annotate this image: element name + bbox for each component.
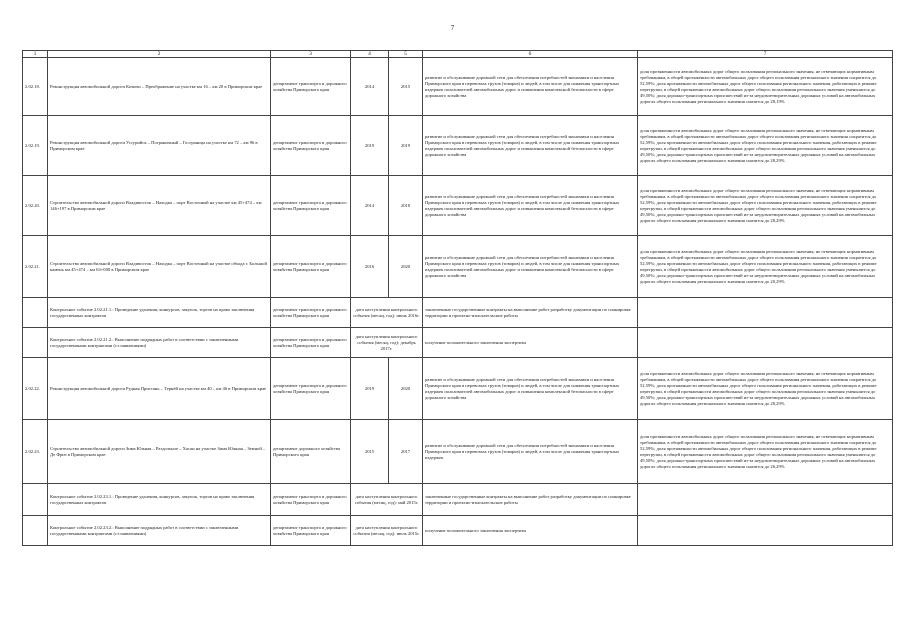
page-number: 7	[450, 24, 455, 32]
executor: департамент транспорта и дорожного хозяйства Приморского края	[271, 358, 351, 420]
executor: департамент транспорта и дорожного хозяйства Приморского края	[271, 236, 351, 298]
indicator-link: доля протяженности автомобильных дорог общего пользования регионального значения, не отвечающих нормативным требованиям, в общей протяженности автомобильных дорог общего пользования регионального значения сократится до 52,59%; доля протяженности автомобильных дорог общего пользования регионального значения, работающих в режиме перегрузки, в общей протяженности автомобильных дорог общего пользования регионального значения уменьшится до 49,50%; доля дорожно-транспортных происшествий из-за неудовлетворительных дорожных условий на автомобильных дорогах общего пользования регионального значения снизится до 28,19%	[638, 58, 893, 116]
measure-name: Реконструкция автомобильной дороги Уссурийск – Пограничный – Госграница на участке км 72 – км 96 в Приморском крае	[48, 116, 271, 176]
end-year: 2020	[389, 358, 423, 420]
expected-result: получение положительного заключения экспертизы	[423, 328, 638, 358]
header-cell: 4	[351, 51, 389, 58]
expected-result: развитие и обслуживание дорожной сети для обеспечения потребностей экономики и населения Приморского края в перевозках грузов (товаров) и людей, в том числе для снижения транспортных издержек пользователей автомобильных дорог и повышения комплексной безопасности в сфере дорожного хозяйства	[423, 358, 638, 420]
header-cell: 2	[48, 51, 271, 58]
expected-result: получение положительного заключения экспертизы	[423, 516, 638, 546]
indicator-link	[638, 298, 893, 328]
control-event-row	[23, 484, 893, 516]
end-year: 2020	[389, 236, 423, 298]
executor: департамент транспорта и дорожного хозяйства Приморского края	[271, 176, 351, 236]
expected-result: заключенные государственные контракты на выполнение работ разработку документации по планировке территории и проектно-изыскательские работы	[423, 484, 638, 516]
event-date: дата наступления контрольного события (месяц, год): июнь 2016г.	[351, 298, 423, 328]
control-event-row	[23, 328, 893, 358]
control-event-row	[23, 298, 893, 328]
row-number: 2.02.18.	[23, 58, 48, 116]
executor: департамент дорожного хозяйства Приморского края	[271, 420, 351, 484]
end-year: 2017	[389, 420, 423, 484]
table-row	[23, 236, 893, 298]
header-row	[23, 51, 893, 58]
expected-result: развитие и обслуживание дорожной сети для обеспечения потребностей экономики и населения Приморского края в перевозках грузов (товаров) и людей, в том числе для снижения транспортных издержек пользователей автомобильных дорог и повышения комплексной безопасности в сфере дорожного хозяйства	[423, 176, 638, 236]
measure-name: Контрольное событие 2.02.21.2.: Выполнение подрядных работ в соответствии с заключенными государственными контрактами (ст.заявлениями)	[48, 328, 271, 358]
end-year: 2018	[389, 176, 423, 236]
event-date: дата наступления контрольного события (месяц, год): декабрь 2017г.	[351, 328, 423, 358]
measure-name: Строительство автомобильной дороги Владивосток – Находка – порт Восточный на участке обхода г. Большой камень км 45+474 – км 63+000 в Приморском крае	[48, 236, 271, 298]
header-cell: 7	[638, 51, 893, 58]
indicator-link	[638, 516, 893, 546]
row-number: 2.02.22.	[23, 358, 48, 420]
expected-result: развитие и обслуживание дорожной сети для обеспечения потребностей экономики и населения Приморского края в перевозках грузов (товаров) и людей, в том числе для снижения транспортных издержек	[423, 420, 638, 484]
measure-name: Контрольное событие 2.02.23.2.: Выполнение подрядных работ в соответствии с заключенными государственными контрактами (ст.заявлениями)	[48, 516, 271, 546]
indicator-link: доля протяженности автомобильных дорог общего пользования регионального значения, не отвечающих нормативным требованиям, в общей протяженности автомобильных дорог общего пользования регионального значения сократится до 52,59%; доля протяженности автомобильных дорог общего пользования регионального значения, работающих в режиме перегрузки, в общей протяженности автомобильных дорог общего пользования регионального значения уменьшится до 49,50%; доля дорожно-транспортных происшествий из-за неудовлетворительных дорожных условий на автомобильных дорогах общего пользования регионального значения снизится до 28,29%	[638, 116, 893, 176]
expected-result: развитие и обслуживание дорожной сети для обеспечения потребностей экономики и населения Приморского края в перевозках грузов (товаров) и людей, в том числе для снижения транспортных издержек пользователей автомобильных дорог и повышения комплексной безопасности в сфере дорожного хозяйства	[423, 116, 638, 176]
measure-name: Строительство автомобильной дороги Владивосток – Находка – порт Восточный на участке км 45+474 – км 146+197 в Приморском крае	[48, 176, 271, 236]
header-cell: 6	[423, 51, 638, 58]
row-number	[23, 516, 48, 546]
end-year: 2019	[389, 116, 423, 176]
row-number	[23, 298, 48, 328]
expected-result: заключенные государственные контракты на выполнение работ разработку документации по планировке территории и проектно-изыскательские работы	[423, 298, 638, 328]
row-number: 2.02.20.	[23, 176, 48, 236]
control-event-row	[23, 516, 893, 546]
row-number: 2.02.19.	[23, 116, 48, 176]
table-row	[23, 358, 893, 420]
measure-name: Контрольное событие 2.02.21.1.: Проведение удаления, конкурсов, закупок, торгов на право заключения государственных контрактов	[48, 298, 271, 328]
program-table	[22, 50, 893, 546]
event-date: дата наступления контрольного события (месяц, год): май 2015г.	[351, 484, 423, 516]
measure-name: Реконструкция автомобильной дороги Рудная Пристань – Тернёй на участке км 40 – км 46 в Приморском крае	[48, 358, 271, 420]
indicator-link	[638, 328, 893, 358]
header-cell: 5	[389, 51, 423, 58]
row-number	[23, 328, 48, 358]
start-year: 2019	[351, 116, 389, 176]
row-number: 2.02.21.	[23, 236, 48, 298]
table-row	[23, 58, 893, 116]
executor: департамент транспорта и дорожного хозяйства Приморского края	[271, 116, 351, 176]
start-year: 2019	[351, 358, 389, 420]
table-row	[23, 420, 893, 484]
indicator-link	[638, 484, 893, 516]
executor: департамент транспорта и дорожного хозяйства Приморского края	[271, 58, 351, 116]
executor: департамент транспорта и дорожного хозяйства Приморского края	[271, 298, 351, 328]
measure-name: Реконструкция автомобильной дороги Кипово – Преображение на участке км 16 – км 20 в Приморском крае	[48, 58, 271, 116]
table-body	[23, 51, 893, 546]
start-year: 2016	[351, 236, 389, 298]
executor: департамент транспорта и дорожного хозяйства Приморского края	[271, 484, 351, 516]
measure-name: Контрольное событие 2.02.23.1.: Проведение удаления, конкурсов, закупок, торгов на право заключения государственных контрактов	[48, 484, 271, 516]
table-row	[23, 116, 893, 176]
executor: департамент транспорта и дорожного хозяйства Приморского края	[271, 328, 351, 358]
table-row	[23, 176, 893, 236]
executor: департамент транспорта и дорожного хозяйства Приморского края	[271, 516, 351, 546]
start-year: 2014	[351, 176, 389, 236]
indicator-link: доля протяженности автомобильных дорог общего пользования регионального значения, не отвечающих нормативным требованиям, в общей протяженности автомобильных дорог общего пользования регионального значения сократится до 52,59%; доля протяженности автомобильных дорог общего пользования регионального значения, работающих в режиме перегрузки, в общей протяженности автомобильных дорог общего пользования регионального значения уменьшится до 49,50%; доля дорожно-транспортных происшествий из-за неудовлетворительных дорожных условий на автомобильных дорогах общего пользования регионального значения снизится до 20,29%	[638, 236, 893, 298]
indicator-link: доля протяженности автомобильных дорог общего пользования регионального значения, не отвечающих нормативным требованиям, в общей протяженности автомобильных дорог общего пользования регионального значения сократится до 52,59%; доля протяженности автомобильных дорог общего пользования регионального значения, работающих в режиме перегрузки, в общей протяженности автомобильных дорог общего пользования регионального значения уменьшится до 49,50%; доля дорожно-транспортных происшествий из-за неудовлетворительных дорожных условий на автомобильных дорогах общего пользования регионального значения снизится до 26,29%	[638, 420, 893, 484]
row-number	[23, 484, 48, 516]
row-number: 2.02.23.	[23, 420, 48, 484]
start-year: 2015	[351, 420, 389, 484]
measure-name: Строительство автомобильной дороги Зима Южная – Раздольное – Хасан на участке Зима Южная – Земной – Де Фриз в Приморском крае	[48, 420, 271, 484]
indicator-link: доля протяженности автомобильных дорог общего пользования регионального значения, не отвечающих нормативным требованиям, в общей протяженности автомобильных дорог общего пользования регионального значения сократится до 52,59%; доля протяженности автомобильных дорог общего пользования регионального значения, работающих в режиме перегрузки, в общей протяженности автомобильных дорог общего пользования регионального значения уменьшится до 49,50%; доля дорожно-транспортных происшествий из-за неудовлетворительных дорожных условий на автомобильных дорогах общего пользования регионального значения снизится до 28,29%	[638, 358, 893, 420]
indicator-link: доля протяженности автомобильных дорог общего пользования регионального значения, не отвечающих нормативным требованиям, в общей протяженности автомобильных дорог общего пользования регионального значения сократится до 52,59%; доля протяженности автомобильных дорог общего пользования регионального значения, работающих в режиме перегрузки, в общей протяженности автомобильных дорог общего пользования регионального значения уменьшится до 49,50%; доля дорожно-транспортных происшествий из-за неудовлетворительных дорожных условий на автомобильных дорогах общего пользования регионального значения снизится до 28,29%	[638, 176, 893, 236]
end-year: 2015	[389, 58, 423, 116]
header-cell: 3	[271, 51, 351, 58]
event-date: дата наступления контрольного события (месяц, год): июль 2015г.	[351, 516, 423, 546]
expected-result: развитие и обслуживание дорожной сети для обеспечения потребностей экономики и населения Приморского края в перевозках грузов (товаров) и людей, в том числе для снижения транспортных издержек пользователей автомобильных дорог и повышения комплексной безопасности в сфере дорожного хозяйства	[423, 58, 638, 116]
start-year: 2014	[351, 58, 389, 116]
expected-result: развитие и обслуживание дорожной сети для обеспечения потребностей экономики и населения Приморского края в перевозках грузов (товаров) и людей, в том числе для снижения транспортных издержек пользователей автомобильных дорог и повышения комплексной безопасности в сфере дорожного хозяйства	[423, 236, 638, 298]
header-cell: 1	[23, 51, 48, 58]
